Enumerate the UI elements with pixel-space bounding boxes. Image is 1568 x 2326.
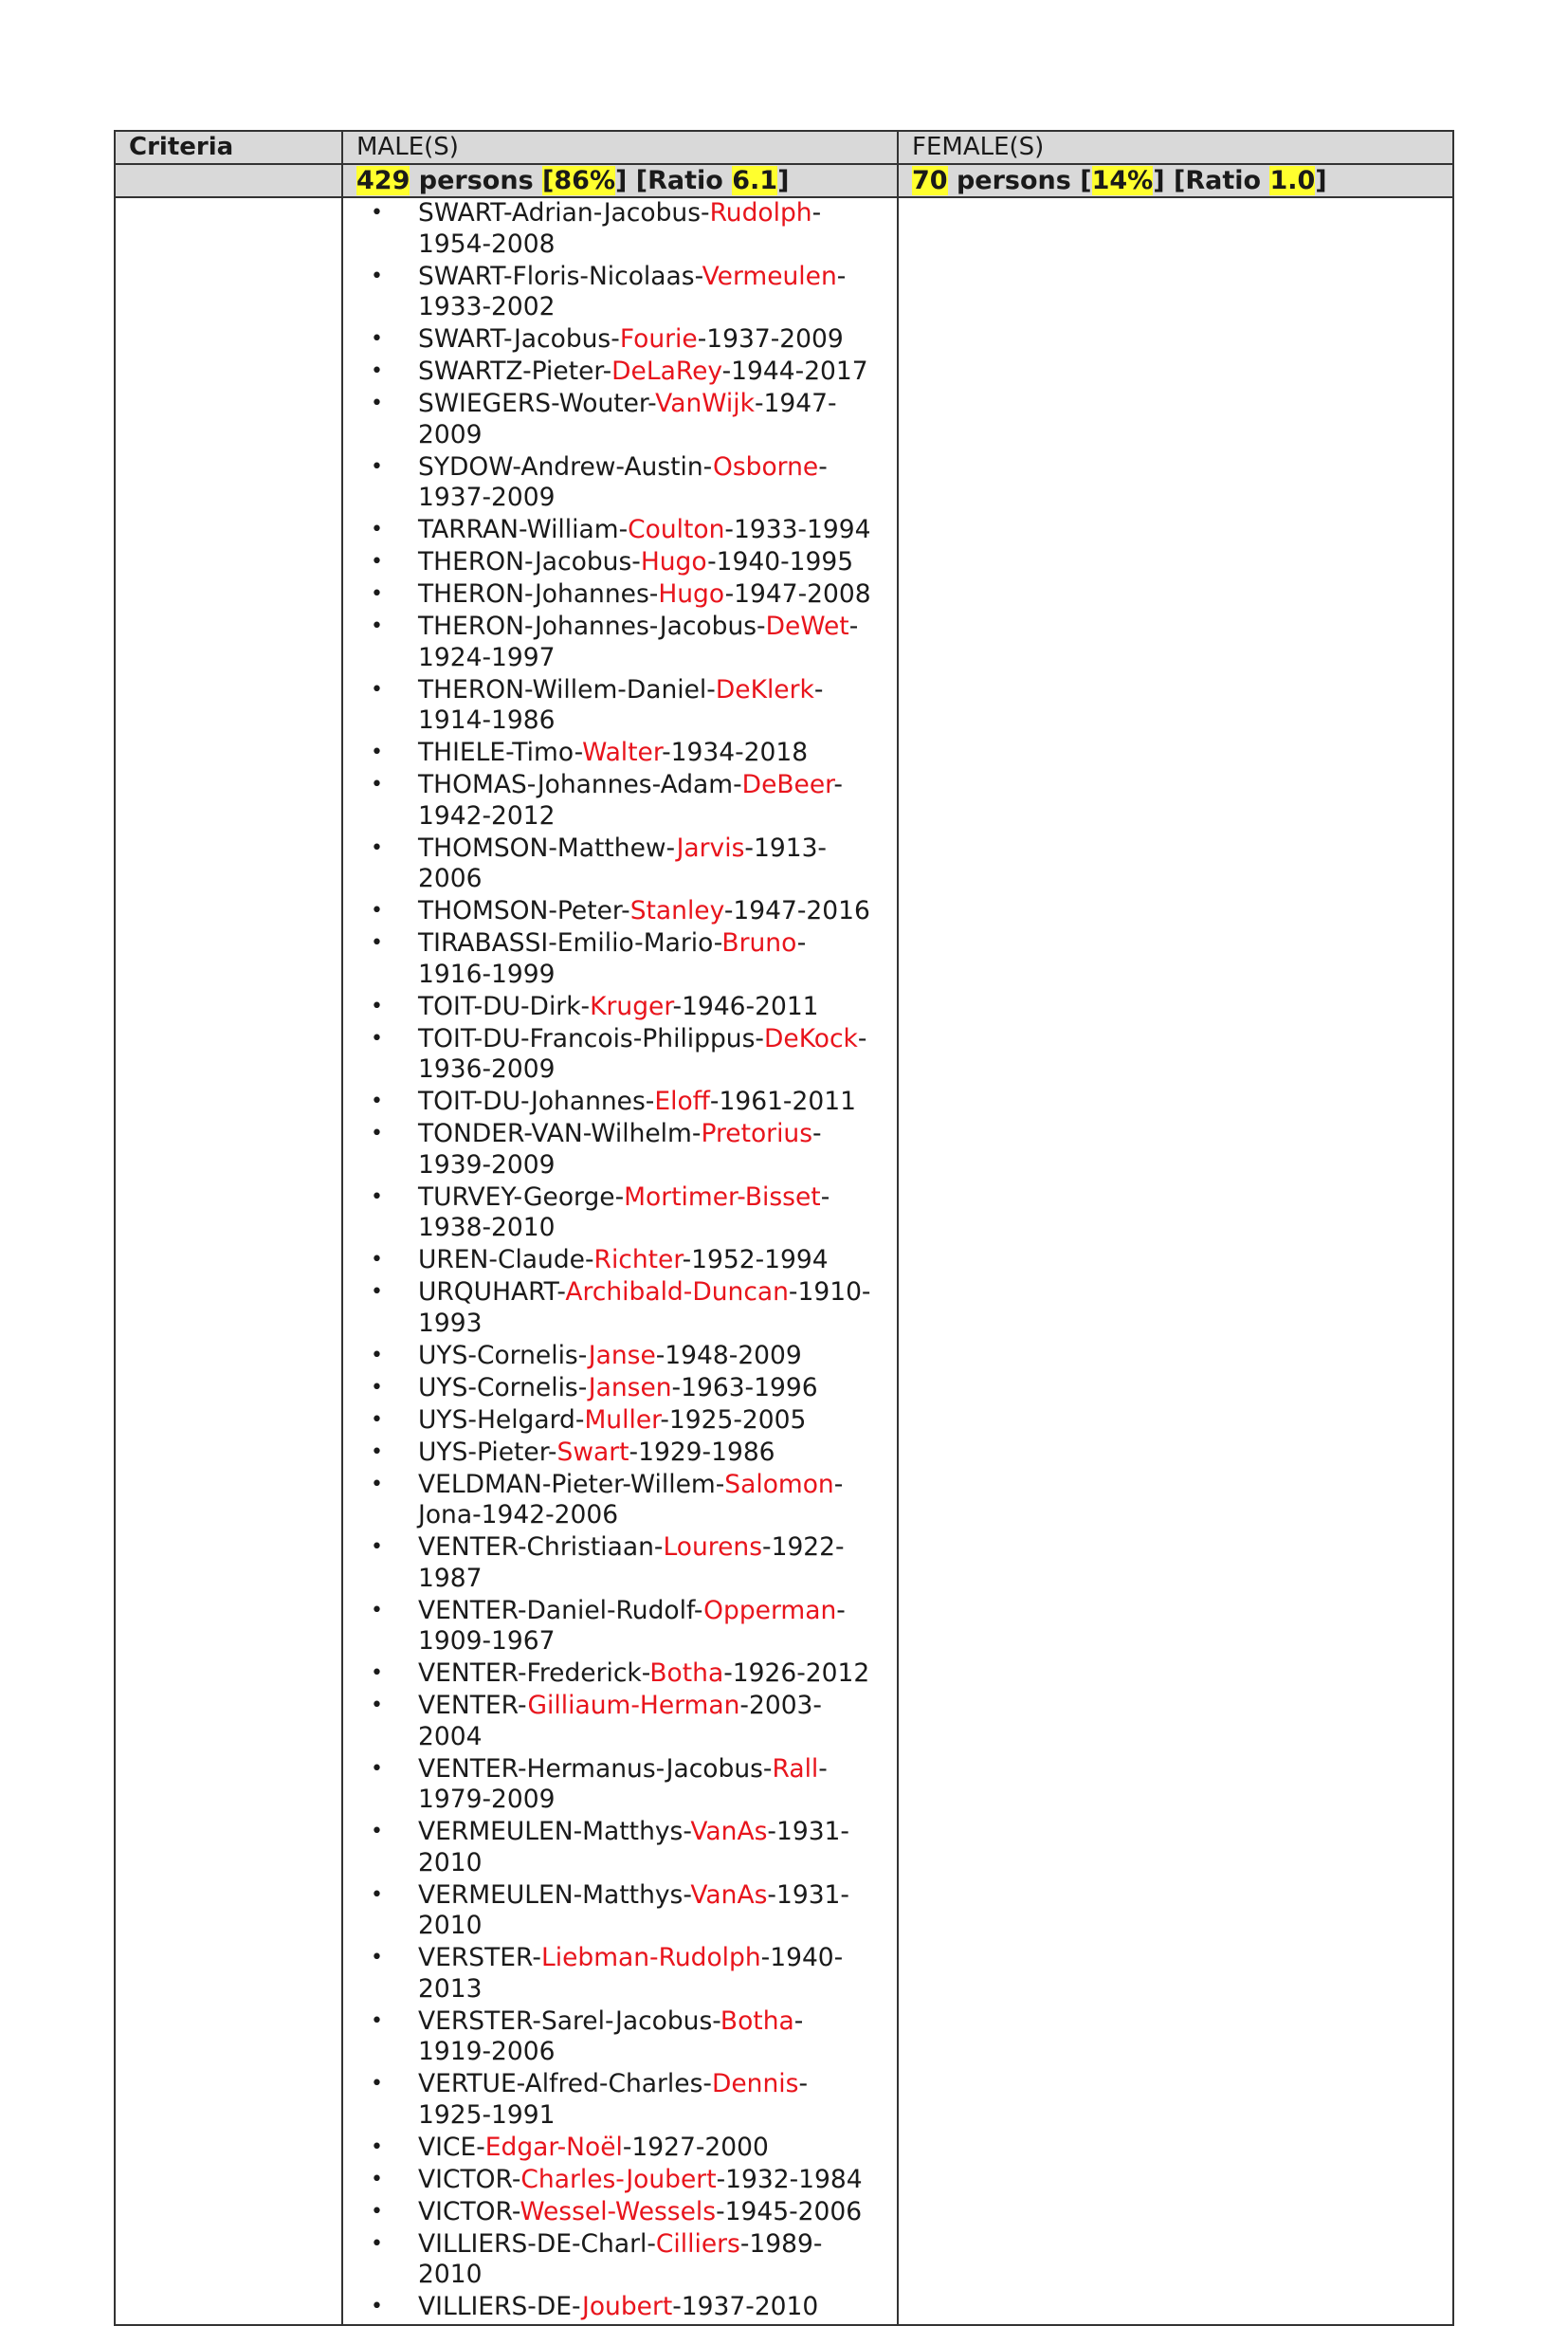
entry-name: UYS-Cornelis- [418,1340,589,1370]
list-item [418,928,884,990]
list-item [418,2069,884,2131]
entry-name: SWIEGERS-Wouter- [418,389,656,418]
entry-name: THOMSON-Peter- [418,896,630,925]
entry-red-name: Janse [588,1340,656,1370]
female-pct-open: [ [1080,166,1092,195]
list-item [418,2292,884,2323]
entry-dates: -1944-2017 [721,357,868,386]
entry-red-name: Rudolph [709,198,812,228]
entry-red-name: Joubert [582,2292,673,2321]
entry-red-name: VanAs [690,1879,768,1910]
list-item [418,612,884,673]
entry-red-name: Muller [584,1404,661,1435]
entry-name: VERSTER-Sarel-Jacobus- [418,2005,720,2036]
female-pct: 14% [1091,166,1154,195]
entry-red-name: Wessel-Wessels [520,2196,717,2226]
list-item [418,1341,884,1372]
entry-red-name: Charles-Joubert [520,2164,717,2194]
entry-red-name: DeWet [765,612,849,641]
entry-name: TURVEY-George- [418,1181,625,1212]
entry-dates: -1927-2000 [622,2132,769,2162]
entry-dates: -1934-2018 [662,738,809,767]
entry-red-name: Hugo [640,547,708,577]
entry-dates: -1937-2009 [697,324,844,354]
entry-name: SWART-Floris-Nicolaas- [418,261,702,291]
header-row [115,131,1453,164]
entry-red-name: DeBeer [741,770,834,799]
entry-dates: -1937-2010 [672,2292,819,2321]
entry-red-name: Salomon [724,1469,834,1499]
entry-dates: -1932-1984 [716,2164,863,2194]
entry-red-name: Rall [772,1753,819,1784]
entry-name: VENTER-Christiaan- [418,1532,664,1562]
male-count: 429 [356,166,410,195]
male-ratio: 6.1 [732,166,778,195]
entry-red-name: Liebman-Rudolph [540,1943,761,1972]
list-item [418,1691,884,1752]
entry-dates: -1929-1986 [629,1437,775,1467]
entry-dates: -1947-2008 [724,579,871,609]
female-count: 70 [912,166,948,195]
entry-name: TOIT-DU-Dirk- [418,991,591,1021]
list-item [418,1087,884,1118]
entry-red-name: DeKlerk [715,674,814,705]
male-stats [342,164,898,197]
entry-name: VENTER-Daniel-Rudolf- [418,1595,704,1625]
list-item [418,2133,884,2164]
list-item [418,992,884,1023]
entry-red-name: Dennis [711,2069,799,2098]
entry-dates: -1925-1991 [418,2069,808,2130]
list-item [418,357,884,388]
entry-name: VICE- [418,2132,485,2162]
entry-dates: -1940-2013 [418,1943,844,2004]
entry-dates: -1946-2011 [672,991,819,1021]
female-stats [898,164,1453,197]
list-item [418,1182,884,1244]
female-ratio: 1.0 [1269,166,1316,195]
female-persons-word: persons [947,166,1081,195]
entry-red-name: Kruger [590,991,673,1021]
entry-name: UYS-Pieter- [418,1437,557,1467]
entry-red-name: Edgar-Noël [484,2132,623,2162]
entry-red-name: Hugo [658,579,725,609]
entry-name: THERON-Johannes-Jacobus- [418,612,766,641]
list-item [418,1470,884,1531]
entry-dates: -1925-2005 [660,1404,807,1435]
female-header: FEMALE(S) [898,131,1453,164]
entry-dates: -1910-1993 [418,1277,871,1338]
entry-name: THIELE-Timo- [418,738,583,767]
list-item [418,515,884,546]
entry-dates: -Jona-1942-2006 [418,1469,844,1529]
entry-dates: -1947-2016 [723,896,870,925]
male-persons-word: persons [410,166,543,195]
list-item [418,833,884,895]
list-item [418,324,884,356]
entry-name: TOIT-DU-Johannes- [418,1087,655,1116]
female-list-cell [898,197,1453,2325]
entry-name: TARRAN-William- [418,515,629,544]
list-item [418,1943,884,2005]
entry-dates: -1952-1994 [682,1245,829,1274]
stats-row [115,164,1453,197]
male-pct-close: ] [Ratio [615,166,733,195]
entry-red-name: Vermeulen [702,261,837,291]
entry-dates: -1933-2002 [418,261,847,321]
entry-name: VENTER- [418,1691,528,1720]
entry-red-name: Osborne [712,451,819,482]
entry-name: THERON-Johannes- [418,579,659,609]
entry-name: THERON-Willem-Daniel- [418,674,716,705]
list-item [418,1405,884,1437]
criteria-header: Criteria [115,131,342,164]
entry-name: URQUHART- [418,1277,566,1307]
entry-dates: -1963-1996 [671,1372,818,1402]
female-ratio-close: ] [1315,166,1327,195]
entry-dates: -1961-2011 [709,1087,856,1116]
entry-red-name: Fourie [619,324,698,354]
entry-dates: -1979-2009 [418,1753,828,1814]
list-item [418,2006,884,2068]
male-names-list [356,198,884,2323]
list-item [418,1532,884,1594]
entry-red-name: Lourens [663,1532,763,1562]
entry-dates: -1954-2008 [418,198,822,259]
entry-name: THERON-Jacobus- [418,547,641,577]
entry-name: VERSTER- [418,1943,541,1972]
list-item [418,675,884,737]
entry-name: SYDOW-Andrew-Austin- [418,451,713,482]
entry-name: SWART-Jacobus- [418,324,620,354]
female-pct-close: ] [Ratio [1153,166,1270,195]
list-item [418,2229,884,2291]
list-item [418,896,884,927]
entry-dates: -1989-2010 [418,2228,823,2289]
entry-red-name: Eloff [654,1087,710,1116]
entry-name: TOIT-DU-Francois-Philippus- [418,1023,764,1053]
entry-red-name: Botha [720,2005,794,2036]
list-item [418,770,884,832]
entry-name: VELDMAN-Pieter-Willem- [418,1469,725,1499]
entry-name: VILLIERS-DE- [418,2292,583,2321]
entry-dates: -1909-1967 [418,1595,846,1656]
entry-dates: -1913-2006 [418,833,827,893]
entry-dates: -1947-2009 [418,389,837,449]
entry-dates: -1948-2009 [655,1340,802,1370]
entry-red-name: Jansen [588,1372,672,1402]
entry-dates: -1919-2006 [418,2005,804,2066]
list-item [418,1817,884,1878]
list-item [418,579,884,611]
list-item [418,1373,884,1404]
entry-name: VENTER-Frederick- [418,1658,650,1688]
entry-red-name: DeLaRey [611,357,722,386]
list-item [418,2165,884,2196]
entry-dates: -1931-2010 [418,1879,849,1940]
entry-red-name: Botha [649,1658,724,1688]
criteria-stats-cell [115,164,342,197]
entry-red-name: Coulton [628,515,725,544]
entry-dates: -1940-1995 [707,547,854,577]
entry-name: VENTER-Hermanus-Jacobus- [418,1753,773,1784]
entry-name: VERMEULEN-Matthys- [418,1817,691,1846]
entry-red-name: Walter [582,738,663,767]
entry-name: TONDER-VAN-Wilhelm- [418,1119,702,1148]
entry-dates: -2003-2004 [418,1691,822,1751]
list-item [418,1119,884,1181]
list-row [115,197,1453,2325]
entry-name: UREN-Claude- [418,1245,594,1274]
entry-dates: -1937-2009 [418,451,828,512]
list-item [418,452,884,514]
entry-red-name: Archibald-Duncan [565,1277,789,1307]
entry-red-name: VanWijk [655,389,755,418]
male-ratio-close: ] [777,166,790,195]
entry-name: SWARTZ-Pieter- [418,357,612,386]
list-item [418,547,884,578]
list-item [418,389,884,450]
entry-name: UYS-Helgard- [418,1404,585,1435]
entry-name: VERTUE-Alfred-Charles- [418,2069,712,2098]
list-item [418,1754,884,1816]
entry-name: THOMAS-Johannes-Adam- [418,770,742,799]
list-item [418,1245,884,1276]
entry-dates: -1945-2006 [716,2196,863,2226]
list-item [418,1438,884,1469]
list-item [418,262,884,323]
entry-red-name: Mortimer-Bisset [624,1181,821,1212]
entry-red-name: Jarvis [676,833,745,863]
entry-name: VICTOR- [418,2164,521,2194]
entry-dates: -1926-2012 [723,1658,870,1688]
entry-name: VICTOR- [418,2196,520,2226]
entry-dates: -1939-2009 [418,1119,822,1180]
entry-red-name: DeKock [763,1023,858,1053]
criteria-list-cell [115,197,342,2325]
entry-name: THOMSON-Matthew- [418,833,677,863]
entry-red-name: Opperman [703,1595,837,1625]
entry-red-name: Pretorius [701,1119,813,1148]
entry-red-name: VanAs [690,1817,768,1846]
male-header: MALE(S) [342,131,898,164]
entry-dates: -1933-1994 [724,515,871,544]
entry-red-name: Swart [556,1437,629,1467]
data-table [114,130,1454,2326]
list-item [418,2197,884,2228]
entry-dates: -1938-2010 [418,1181,830,1242]
entry-name: SWART-Adrian-Jacobus- [418,198,710,228]
entry-name: VILLIERS-DE-Charl- [418,2228,656,2259]
entry-red-name: Gilliaum-Herman [527,1691,740,1720]
entry-dates: -1922-1987 [418,1532,845,1593]
entry-red-name: Bruno [721,928,797,958]
list-item [418,1658,884,1690]
male-list-cell [342,197,898,2325]
entry-name: VERMEULEN-Matthys- [418,1879,691,1910]
entry-dates: -1942-2012 [418,770,843,831]
list-item [418,1277,884,1339]
entry-dates: -1924-1997 [418,612,859,672]
male-pct: 86% [554,166,616,195]
entry-red-name: Stanley [629,896,724,925]
list-item [418,198,884,260]
male-pct-open: [ [542,166,555,195]
entry-red-name: Richter [593,1245,683,1274]
entry-red-name: Cilliers [655,2228,740,2259]
list-item [418,1880,884,1942]
entry-dates: -1931-2010 [418,1817,849,1877]
list-item [418,738,884,769]
entry-dates: -1936-2009 [418,1023,867,1084]
list-item [418,1596,884,1658]
entry-dates: -1914-1986 [418,674,824,735]
entry-name: UYS-Cornelis- [418,1372,589,1402]
entry-dates: -1916-1999 [418,928,807,989]
entry-name: TIRABASSI-Emilio-Mario- [418,928,722,958]
list-item [418,1024,884,1086]
